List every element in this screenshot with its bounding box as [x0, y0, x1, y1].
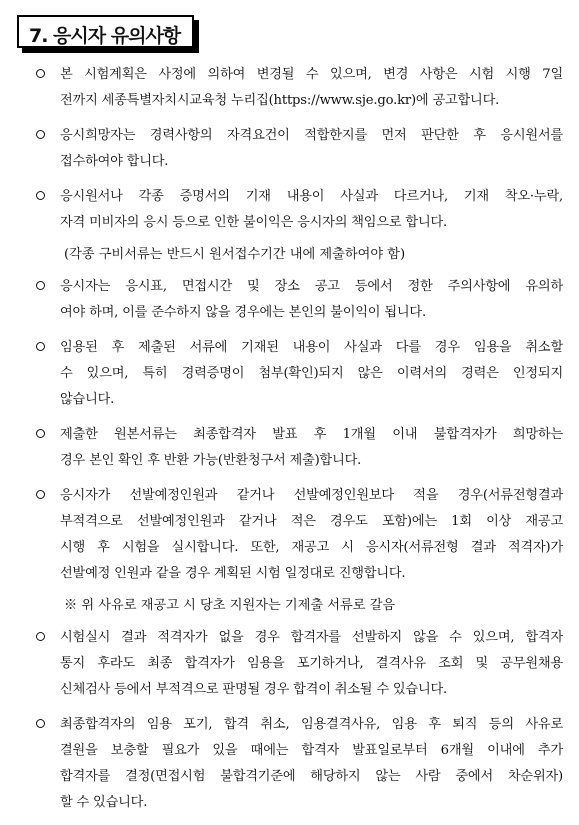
- notice-note: ※ 위 사유로 재공고 시 당초 지원자는 기제출 서류로 갈음: [64, 598, 396, 613]
- notice-line: 시험실시 결과 적격자가 없을 경우 합격자를 선발하지 않을 수 있으며, 합격자: [60, 630, 563, 645]
- notice-line: 응시희망자는 경력사항의 자격요건이 적합한지를 먼저 판단한 후 응시원서를: [60, 128, 563, 143]
- notice-line: 제출한 원본서류는 최종합격자 발표 후 1개월 이내 불합격자가 희망하는: [60, 427, 563, 442]
- notice-line: 시행 후 시험을 실시합니다. 또한, 재공고 시 응시자(서류전형 결과 적격자)가: [60, 540, 563, 555]
- notice-list: [0, 62, 579, 825]
- notice-line: 임용된 후 제출된 서류에 기재된 내용이 사실과 다를 경우 임용을 취소할: [60, 340, 563, 355]
- notice-item: [0, 184, 579, 236]
- notice-line: 선발예정 인원과 같을 경우 계획된 시험 일정대로 진행합니다.: [60, 566, 406, 581]
- notice-item: [0, 712, 579, 816]
- notice-item: [0, 422, 579, 474]
- notice-line: 경우 본인 확인 후 반환 가능(반환청구서 제출)합니다.: [60, 453, 362, 468]
- notice-item: [0, 335, 579, 413]
- notice-item: [0, 274, 579, 326]
- circle-bullet-icon: [36, 719, 45, 728]
- circle-bullet-icon: [36, 632, 45, 641]
- section-title-box: [17, 15, 194, 48]
- notice-item: [0, 123, 579, 175]
- circle-bullet-icon: [36, 490, 45, 499]
- notice-item: [0, 625, 579, 703]
- notice-line: 통지 후라도 최종 합격자가 임용을 포기하거나, 결격사유 조회 및 공무원채용: [60, 656, 563, 671]
- notice-line: 수 있으며, 특히 경력증명이 첨부(확인)되지 않은 이력서의 경력은 인정되지: [60, 366, 563, 381]
- notice-line: 자격 미비자의 응시 등으로 인한 불이익은 응시자의 책임으로 합니다.: [60, 215, 448, 230]
- notice-line: 않습니다.: [60, 392, 115, 407]
- notice-line: 본 시험계획은 사정에 의하여 변경될 수 있으며, 변경 사항은 시험 시행 7일: [60, 67, 563, 82]
- notice-line: 접수하여야 합니다.: [60, 154, 169, 169]
- notice-line: 전까지 세종특별자치시교육청 누리집(https://www.sje.go.kr)에 공고합니다.: [60, 93, 500, 108]
- notice-line: 여야 하며, 이를 준수하지 않을 경우에는 본인의 불이익이 됩니다.: [60, 305, 426, 320]
- circle-bullet-icon: [36, 342, 45, 351]
- notice-line: 신체검사 등에서 부적격으로 판명될 경우 합격이 취소될 수 있습니다.: [60, 682, 448, 697]
- circle-bullet-icon: [36, 429, 45, 438]
- notice-line: 응시자가 선발예정인원과 같거나 선발예정인원보다 적을 경우(서류전형결과: [60, 488, 563, 503]
- notice-line: 부적격으로 선발예정인원과 같거나 적은 경우도 포함)에는 1회 이상 재공고: [60, 514, 563, 529]
- notice-line: 최종합격자의 임용 포기, 합격 취소, 임용결격사유, 임용 후 퇴직 등의 사유로: [60, 717, 563, 732]
- circle-bullet-icon: [36, 69, 45, 78]
- notice-line: 응시자는 응시표, 면접시간 및 장소 공고 등에서 정한 주의사항에 유의하: [60, 279, 563, 294]
- notice-line: 응시원서나 각종 증명서의 기재 내용이 사실과 다르거나, 기재 착오·누락,: [60, 189, 563, 204]
- circle-bullet-icon: [36, 281, 45, 290]
- notice-note: (각종 구비서류는 반드시 원서접수기간 내에 제출하여야 함): [64, 247, 406, 262]
- circle-bullet-icon: [36, 191, 45, 200]
- notice-line: 합격자를 결정(면접시험 불합격기준에 해당하지 않는 사람 중에서 차순위자): [60, 769, 563, 784]
- notice-item: [0, 483, 579, 587]
- section-title: 7. 응시자 유의사항: [29, 25, 181, 47]
- circle-bullet-icon: [36, 130, 45, 139]
- notice-line: 결원을 보충할 필요가 있을 때에는 합격자 발표일로부터 6개월 이내에 추가: [60, 743, 563, 758]
- notice-line: 할 수 있습니다.: [60, 795, 148, 810]
- notice-item: [0, 62, 579, 114]
